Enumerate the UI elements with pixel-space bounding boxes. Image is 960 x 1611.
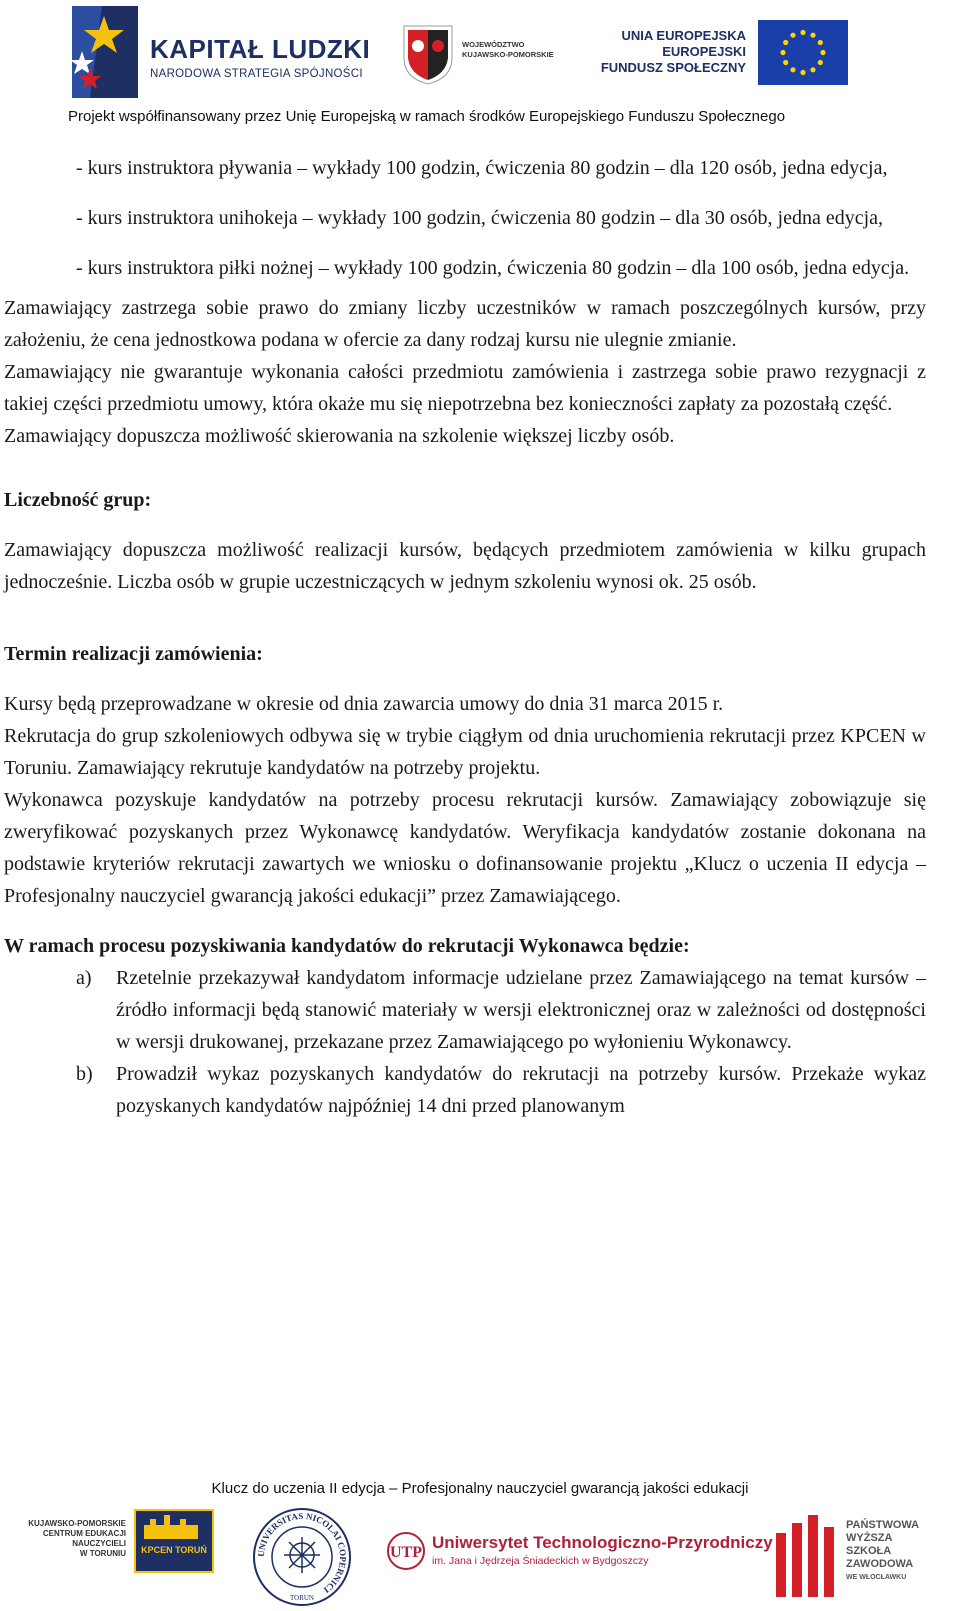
utp-emblem-icon (386, 1531, 426, 1571)
utp-name (432, 1533, 773, 1567)
kpcen-line-2: CENTRUM EDUKACJI (42, 1529, 126, 1538)
eu-line-2: EUROPEJSKI (662, 44, 746, 59)
kpcen-line-3: NAUCZYCIELI (72, 1539, 126, 1548)
eu-fund-name (598, 28, 746, 76)
paragraph-recruitment: Rekrutacja do grup szkoleniowych odbywa się w trybie ciągłym od dnia uruchomienia rekrutacji przez KPCEN w Toruniu. Zamawiający rekrutuje kandydatów na potrzeby projektu. (4, 725, 926, 779)
eu-line-1: UNIA EUROPEJSKA (621, 28, 746, 43)
kpcen-castle-icon (136, 1511, 212, 1541)
eu-star-icon (790, 33, 795, 38)
pwsz-logo-icon (770, 1513, 840, 1603)
heading-term: Termin realizacji zamówienia: (4, 643, 263, 665)
pwsz-line-4: ZAWODOWA (846, 1558, 914, 1570)
kpcen-name (6, 1519, 126, 1559)
region-coat-of-arms-icon (400, 24, 456, 86)
eu-flag-icon (758, 20, 848, 85)
paragraph-term-dates: Kursy będą przeprowadzane w okresie od dnia zawarcia umowy do dnia 31 marca 2015 r. (4, 693, 724, 715)
list-text-b: Prowadził wykaz pozyskanych kandydatów do rekrutacji na potrzeby kursów. Przekaże wykaz pozyskanych kandydatów najpóźniej 14 dni przed planowanym (116, 1063, 926, 1117)
eu-star-icon (800, 30, 805, 35)
page-header (0, 0, 960, 140)
svg-text:UTP: UTP (390, 1544, 422, 1561)
eu-star-icon (810, 33, 815, 38)
kapital-ludzki-logo (62, 6, 142, 98)
list-text-a: Rzetelnie przekazywał kandydatom informacje udzielane przez Zamawiającego na temat kursów – źródło informacji będą stanowić materiały w wersji elektronicznej oraz w zależności od dostępności w wersji drukowanej, przekazane przez Zamawiającego po wyłonieniu Wykonawcy. (116, 967, 926, 1053)
kapital-ludzki-title: KAPITAŁ LUDZKI (150, 34, 371, 64)
eu-star-icon (818, 40, 823, 45)
paragraph-group-size: Zamawiający dopuszcza możliwość realizacji kursów, będących przedmiotem zamówienia w kilku grupach jednocześnie. Liczba osób w grupie uczestniczących w jednym szkoleniu wynosi ok. 25 osób. (4, 539, 926, 593)
pwsz-line-1: PAŃSTWOWA (846, 1519, 920, 1531)
region-line-1: WOJEWÓDZTWO (462, 40, 525, 49)
eu-star-icon (783, 60, 788, 65)
region-name (462, 40, 554, 60)
footer-logos (0, 1505, 960, 1611)
eu-star-icon (800, 70, 805, 75)
paragraph-contractor-candidates: Wykonawca pozyskuje kandydatów na potrzeby procesu rekrutacji kursów. Zamawiający zobowiązuje się zweryfikować pozyskanych przez Wykonawcę kandydatów. Weryfikacja kandydatów zostanie dokonana na podstawie kryteriów rekrutacji zawartych we wniosku o dofinansowanie projektu „Klucz o uczenia II edycja – Profesjonalny nauczyciel gwarancją jakości edukacji” przez Zamawiającego. (4, 789, 926, 907)
umk-seal-icon (252, 1507, 352, 1607)
eu-line-3: FUNDUSZ SPOŁECZNY (600, 60, 746, 75)
paragraph-participants-change: Zamawiający zastrzega sobie prawo do zmiany liczby uczestników w ramach poszczególnych kursów, przy założeniu, że cena jednostkowa podana w ofercie za dany rodzaj kursu nie ulegnie zmianie. (4, 297, 926, 351)
pwsz-name (846, 1519, 919, 1584)
header-caption: Projekt współfinansowany przez Unię Europejską w ramach środków Europejskiego Funduszu Społecznego (68, 108, 786, 125)
kpcen-line-4: W TORUNIU (79, 1549, 126, 1558)
course-bullet-swimming: - kurs instruktora pływania – wykłady 100 godzin, ćwiczenia 80 godzin – dla 120 osób, jedna edycja, (76, 157, 888, 179)
utp-subtitle: im. Jana i Jędrzeja Śniadeckich w Bydgoszczy (432, 1555, 649, 1567)
eu-star-icon (820, 50, 825, 55)
pwsz-line-5: WE WŁOCŁAWKU (846, 1574, 907, 1581)
course-bullet-unihockey: - kurs instruktora unihokeja – wykłady 100 godzin, ćwiczenia 80 godzin – dla 30 osób, jedna edycja, (76, 207, 884, 229)
region-line-2: KUJAWSKO-POMORSKIE (462, 50, 554, 59)
eu-star-icon (790, 67, 795, 72)
kpcen-logo (134, 1509, 214, 1573)
kapital-ludzki-subtitle: NARODOWA STRATEGIA SPÓJNOŚCI (150, 68, 363, 80)
document-body (4, 152, 926, 1122)
kpcen-badge-label: KPCEN TORUŃ (141, 1545, 207, 1555)
list-item-b (4, 1058, 926, 1122)
footer-caption: Klucz do uczenia II edycja – Profesjonalny nauczyciel gwarancją jakości edukacji (211, 1480, 749, 1497)
umk-bottom-text: TORUN (290, 1594, 314, 1602)
pwsz-line-2: WYŻSZA (846, 1532, 893, 1544)
heading-recruitment-duties: W ramach procesu pozyskiwania kandydatów do rekrutacji Wykonawca będzie: (4, 935, 690, 957)
list-marker-a: a) (76, 967, 92, 989)
paragraph-no-guarantee: Zamawiający nie gwarantuje wykonania całości przedmiotu zamówienia i zastrzega sobie prawo rezygnacji z takiej części przedmiotu umowy, która okaże mu się niepotrzebna bez konieczności zapłaty za pozostałą część. (4, 361, 926, 415)
kpcen-line-1: KUJAWSKO-POMORSKIE (28, 1519, 126, 1528)
course-bullet-football: - kurs instruktora piłki nożnej – wykłady 100 godzin, ćwiczenia 80 godzin – dla 100 osób, jedna edycja. (76, 257, 910, 279)
paragraph-more-persons: Zamawiający dopuszcza możliwość skierowania na szkolenie większej liczby osób. (4, 425, 675, 447)
heading-group-size: Liczebność grup: (4, 489, 152, 511)
eu-star-icon (783, 40, 788, 45)
eu-star-icon (818, 60, 823, 65)
eu-star-icon (780, 50, 785, 55)
pwsz-line-3: SZKOŁA (846, 1545, 892, 1557)
eu-star-icon (810, 67, 815, 72)
list-item-a (4, 962, 926, 1058)
umk-ring-text: UNIVERSITAS NICOLAI COPERNICI (255, 1510, 349, 1596)
list-marker-b: b) (76, 1063, 93, 1085)
utp-title: Uniwersytet Technologiczno-Przyrodniczy (432, 1533, 773, 1552)
